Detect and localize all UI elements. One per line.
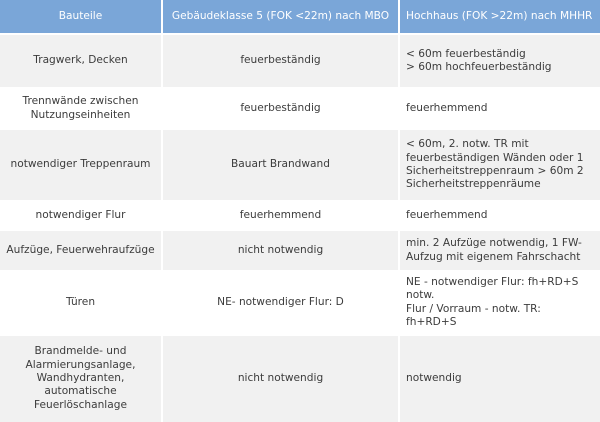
cell-text-line: Bauart Brandwand [231,158,330,171]
cell-text-line: NE- notwendiger Flur: D [217,296,344,309]
cell-text-line: Feuerlöschanlage [34,398,127,411]
cell-gebaeudeklasse-5 [163,33,400,87]
cell-gebaeudeklasse-5 [163,229,400,270]
cell-hochhaus [400,270,600,334]
cell-gebaeudeklasse-5 [163,270,400,334]
cell-bauteil [0,200,163,229]
table-row [0,33,600,87]
cell-gebaeudeklasse-5 [163,87,400,128]
cell-bauteil [0,33,163,87]
cell-text-line: Nutzungseinheiten [30,108,131,121]
cell-text-line: Brandmelde- und [34,345,127,358]
cell-hochhaus [400,229,600,270]
table-header-row [0,0,600,33]
cell-text-line: feuerhemmend [239,208,322,221]
cell-bauteil [0,334,163,422]
cell-text-line: Sicherheitstreppenräume [406,178,541,191]
table-row [0,128,600,200]
cell-text-line: Trennwände zwischen [22,95,139,108]
cell-bauteil [0,229,163,270]
cell-text-line: Tragwerk, Decken [33,54,128,67]
cell-hochhaus [400,33,600,87]
cell-text-line: nicht notwendig [237,243,324,256]
cell-text-line: feuerhemmend [406,208,488,221]
cell-text-line: Aufzug mit eigenem Fahrschacht [406,250,581,263]
table-row [0,334,600,422]
header-hochhaus: Hochhaus (FOK >22m) nach MHHR [400,0,600,33]
table-row [0,229,600,270]
cell-text-line: Türen [65,296,96,309]
cell-text-line: < 60m, 2. notw. TR mit [406,138,529,151]
cell-hochhaus [400,128,600,200]
cell-text-line: Aufzüge, Feuerwehraufzüge [6,243,155,256]
cell-text-line: > 60m hochfeuerbeständig [406,61,552,73]
header-gebaeudeklasse-5: Gebäudeklasse 5 (FOK <22m) nach MBO [163,0,400,33]
cell-text-line: Flur / Vorraum - notw. TR: fh+RD+S [406,302,541,329]
cell-text-line: feuerbeständig [240,101,321,114]
cell-text-line: notwendiger Flur [35,208,126,221]
cell-bauteil [0,128,163,200]
cell-text-line: automatische [44,385,117,398]
cell-text-line: min. 2 Aufzüge notwendig, 1 FW- [406,237,582,250]
table-row [0,270,600,334]
cell-text-line: nicht notwendig [237,371,324,384]
cell-gebaeudeklasse-5 [163,128,400,200]
table-row [0,87,600,128]
cell-hochhaus [400,87,600,128]
cell-text-line: Wandhydranten, [36,371,125,384]
cell-text-line: feuerbeständig [240,54,321,67]
cell-text-line: notwendiger Treppenraum [10,158,151,171]
cell-text-line: notwendig [406,371,462,384]
cell-gebaeudeklasse-5 [163,200,400,229]
cell-text-line: feuerhemmend [406,101,488,114]
table-body [0,33,600,422]
cell-text-line: < 60m feuerbeständig [406,47,526,60]
cell-text-line: Alarmierungsanlage, [25,358,136,371]
cell-text-line: NE - notwendiger Flur: fh+RD+S notw. [406,276,579,302]
table-row [0,200,600,229]
cell-text-line: feuerbeständigen Wänden oder 1 [406,151,584,164]
cell-bauteil [0,87,163,128]
cell-hochhaus [400,334,600,422]
cell-bauteil [0,270,163,334]
cell-gebaeudeklasse-5 [163,334,400,422]
cell-hochhaus [400,200,600,229]
header-bauteile: Bauteile [0,0,163,33]
cell-text-line: Sicherheitstreppenraum > 60m 2 [406,165,584,177]
